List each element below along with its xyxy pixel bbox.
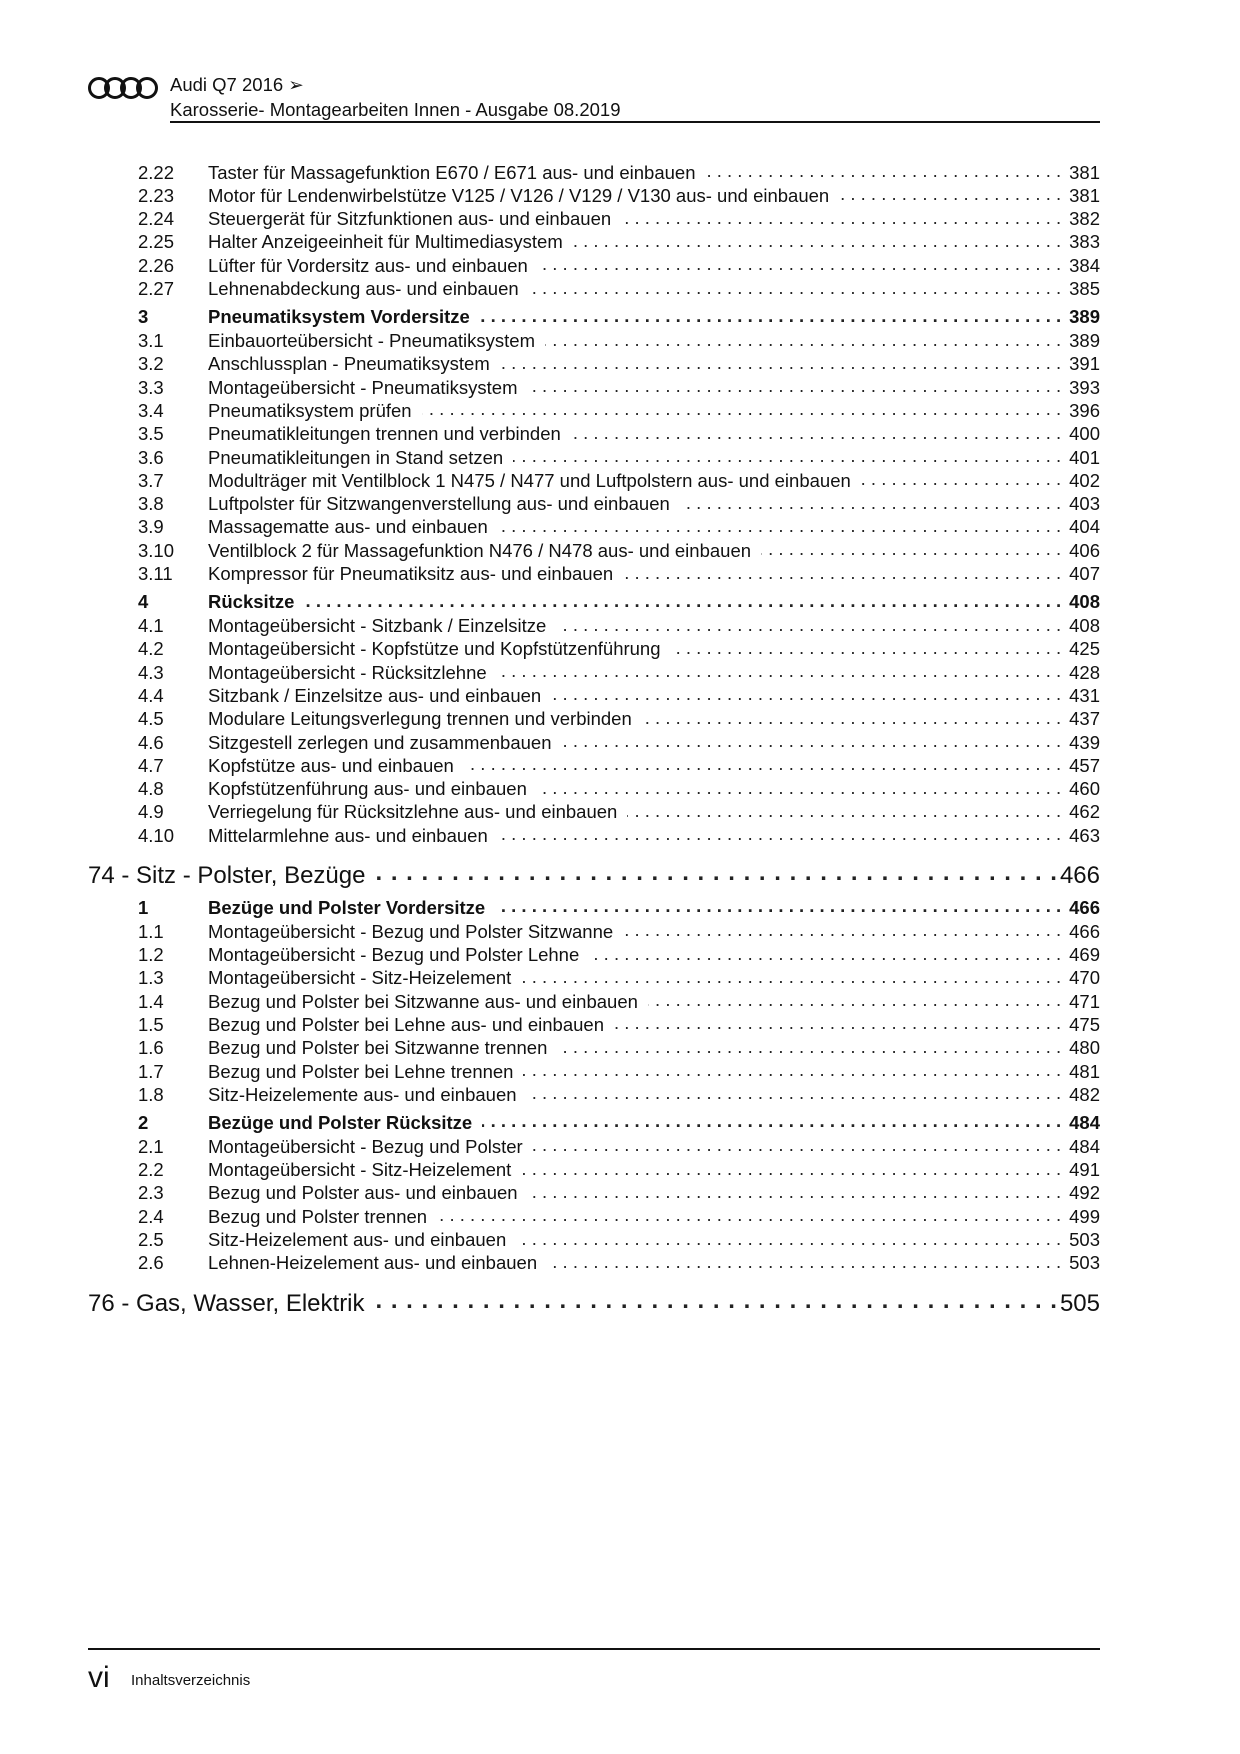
dot-leader (761, 538, 1061, 557)
toc-entry-page: 491 (1069, 1159, 1100, 1181)
toc-entry[interactable] (138, 1082, 1100, 1106)
dot-leader (538, 253, 1061, 272)
toc-chapter[interactable] (88, 859, 1100, 890)
toc-entry-number: 4.4 (138, 684, 164, 706)
toc-entry-number: 3.9 (138, 516, 164, 538)
toc-entry-title: Taster für Massagefunktion E670 / E671 aus- und einbauen (208, 161, 696, 183)
toc-section[interactable] (138, 590, 1100, 614)
toc-entry-title: Pneumatiksystem Vordersitze (208, 306, 470, 327)
toc-entry-title: Kopfstützenführung aus- und einbauen (208, 778, 527, 800)
toc-entry[interactable] (138, 329, 1100, 353)
toc-section[interactable] (138, 895, 1100, 919)
toc-entry-title: Lehnenabdeckung aus- und einbauen (208, 278, 519, 299)
dot-leader (562, 730, 1062, 749)
toc-entry-page: 400 (1069, 423, 1100, 445)
toc-entry-title: Bezug und Polster aus- und einbauen (208, 1182, 518, 1204)
toc-entry-number: 1.4 (138, 990, 164, 1012)
toc-entry-title: Halter Anzeigeeinheit für Multimediasystem (208, 231, 563, 253)
toc-entry-number: 4.3 (138, 661, 164, 683)
toc-entry-number: 1.7 (138, 1060, 164, 1082)
toc-entry-number: 2.6 (138, 1252, 164, 1274)
toc-entry[interactable] (138, 562, 1100, 586)
toc-entry-page: 383 (1069, 231, 1100, 253)
toc-entry-page: 381 (1069, 161, 1100, 183)
toc-entry-number: 4.8 (138, 778, 164, 800)
toc-entry-title: Montageübersicht - Bezug und Polster (208, 1135, 523, 1157)
toc-entry-page: 407 (1069, 563, 1100, 584)
toc-entry-page: 391 (1069, 353, 1100, 375)
toc-entry-page: 480 (1069, 1037, 1100, 1059)
toc-entry[interactable] (138, 492, 1100, 516)
dot-leader (537, 777, 1061, 796)
toc-entry-title: Rücksitze (208, 591, 295, 612)
toc-entry-page: 460 (1069, 778, 1100, 800)
toc-entry-page: 384 (1069, 254, 1100, 276)
toc-entry-title: Sitzbank / Einzelsitze aus- und einbauen (208, 684, 542, 706)
toc-entry[interactable] (138, 183, 1100, 207)
toc-entry[interactable] (138, 989, 1100, 1013)
toc-entry[interactable] (138, 277, 1100, 301)
toc-entry-title: 74 - Sitz - Polster, Bezüge (88, 862, 366, 890)
dot-leader (516, 1228, 1061, 1247)
dot-leader (648, 989, 1061, 1008)
toc-entry-title: Montageübersicht - Bezug und Polster Sitzwanne (208, 920, 614, 942)
toc-entry-number: 2.2 (138, 1159, 164, 1181)
dot-leader (304, 590, 1061, 609)
toc-entry[interactable] (138, 375, 1100, 399)
toc-entry-title: Kompressor für Pneumatiksitz aus- und einbauen (208, 563, 614, 584)
toc-entry[interactable] (138, 1204, 1100, 1228)
toc-entry-number: 3.2 (138, 353, 164, 375)
toc-entry-number: 4.2 (138, 638, 164, 660)
toc-entry-page: 437 (1069, 708, 1100, 730)
toc-entry-page: 406 (1069, 539, 1100, 561)
toc-entry-page: 492 (1069, 1182, 1100, 1204)
toc-entry[interactable] (138, 398, 1100, 422)
toc-entry-title: Luftpolster für Sitzwangenverstellung aus- und einbauen (208, 493, 670, 515)
dot-leader (533, 1134, 1061, 1153)
dot-leader (623, 919, 1061, 938)
toc-entry[interactable] (138, 943, 1100, 967)
dot-leader (557, 1036, 1061, 1055)
toc-entry-page: 457 (1069, 754, 1100, 776)
toc-entry-page: 428 (1069, 661, 1100, 683)
dot-leader (527, 1082, 1062, 1101)
toc-entry-page: 408 (1069, 615, 1100, 636)
toc-entry-number: 3.7 (138, 469, 164, 491)
toc-section[interactable] (138, 305, 1100, 329)
toc-entry[interactable] (138, 160, 1100, 184)
toc-entry-number: 2.27 (138, 278, 175, 299)
dot-leader (861, 468, 1061, 487)
dot-leader (523, 1059, 1061, 1078)
toc-entry-page: 385 (1069, 278, 1100, 299)
toc-section[interactable] (138, 1110, 1100, 1134)
toc-entry[interactable] (138, 823, 1100, 847)
toc-entry-page: 466 (1069, 896, 1100, 918)
toc-entry[interactable] (138, 1158, 1100, 1182)
dot-leader (521, 966, 1061, 985)
toc-entry-number: 2.23 (138, 184, 175, 206)
toc-entry-number: 2.3 (138, 1182, 164, 1204)
toc-entry-page: 402 (1069, 469, 1100, 491)
header-divider (170, 121, 1100, 123)
dot-leader (589, 943, 1061, 962)
toc-entry[interactable] (138, 538, 1100, 562)
toc-entry-title: Mittelarmlehne aus- und einbauen (208, 824, 488, 846)
toc-entry-title: Montageübersicht - Sitz-Heizelement (208, 967, 512, 989)
toc-entry-title: Sitzgestell zerlegen und zusammenbauen (208, 731, 552, 753)
toc-entry-number: 3 (138, 306, 149, 327)
dot-leader (556, 614, 1061, 633)
dot-leader (839, 183, 1061, 202)
toc-entry-number: 1.3 (138, 967, 164, 989)
toc-entry-page: 475 (1069, 1013, 1100, 1035)
toc-entry-title: Pneumatikleitungen trennen und verbinden (208, 423, 561, 445)
toc-entry-page: 439 (1069, 731, 1100, 753)
dot-leader (498, 515, 1061, 534)
toc-entry-number: 4 (138, 591, 149, 612)
toc-entry-number: 4.7 (138, 754, 164, 776)
toc-entry-page: 431 (1069, 684, 1100, 706)
toc-entry[interactable] (138, 683, 1100, 707)
toc-entry-number: 1.1 (138, 920, 164, 942)
toc-entry-number: 2.25 (138, 231, 175, 253)
dot-leader (528, 1181, 1062, 1200)
dot-leader (482, 1110, 1061, 1129)
toc-entry-page: 408 (1069, 591, 1100, 612)
toc-entry-page: 481 (1069, 1060, 1100, 1082)
toc-entry-number: 1.8 (138, 1083, 164, 1105)
toc-entry[interactable] (138, 800, 1100, 824)
toc-entry-page: 463 (1069, 824, 1100, 846)
toc-entry-number: 3.4 (138, 399, 164, 421)
toc-entry[interactable] (138, 637, 1100, 661)
toc-entry-number: 2 (138, 1111, 149, 1133)
footer-label: Inhaltsverzeichnis (131, 1672, 251, 1689)
toc-entry-title: Steuergerät für Sitzfunktionen aus- und einbauen (208, 208, 612, 230)
dot-leader (521, 1158, 1061, 1177)
page-header (88, 72, 1100, 122)
toc-entry-page: 382 (1069, 208, 1100, 230)
dot-leader (545, 329, 1061, 348)
dot-leader (437, 1204, 1061, 1223)
dot-leader (573, 230, 1061, 249)
toc-entry-number: 3.5 (138, 423, 164, 445)
toc-entry-number: 4.9 (138, 801, 164, 823)
toc-entry-title: Bezug und Polster bei Lehne aus- und einbauen (208, 1013, 604, 1035)
toc-entry-number: 2.22 (138, 161, 175, 183)
dot-leader (513, 445, 1061, 464)
toc-entry[interactable] (138, 777, 1100, 801)
toc-entry-page: 503 (1069, 1229, 1100, 1250)
toc-entry[interactable] (138, 614, 1100, 638)
dot-leader (498, 823, 1061, 842)
toc-entry-number: 2.24 (138, 208, 175, 230)
toc-entry-page: 381 (1069, 184, 1100, 206)
toc-entry[interactable] (138, 468, 1100, 492)
toc-entry-title: Sitz-Heizelemente aus- und einbauen (208, 1083, 517, 1105)
toc-entry-page: 466 (1069, 920, 1100, 942)
toc-entry-page: 484 (1069, 1135, 1100, 1157)
toc-entry[interactable] (138, 1181, 1100, 1205)
document-subtitle: Karosserie- Montagearbeiten Innen - Ausgabe 08.2019 (170, 99, 621, 120)
dot-leader (547, 1251, 1061, 1270)
toc-entry-number: 2.1 (138, 1135, 164, 1157)
dot-leader (375, 1287, 1058, 1311)
dot-leader (642, 707, 1061, 726)
toc-entry[interactable] (138, 1012, 1100, 1036)
toc-entry-title: Verriegelung für Rücksitzlehne aus- und einbauen (208, 801, 618, 823)
toc-entry-page: 471 (1069, 990, 1100, 1012)
toc-entry-page: 404 (1069, 516, 1100, 538)
toc-entry-number: 2.4 (138, 1205, 164, 1227)
toc-entry-title: Bezug und Polster trennen (208, 1205, 428, 1227)
toc-entry-page: 425 (1069, 638, 1100, 660)
toc-chapter[interactable] (88, 1287, 1100, 1318)
dot-leader (480, 305, 1061, 324)
dot-leader (671, 637, 1062, 656)
toc-entry-title: Montageübersicht - Sitz-Heizelement (208, 1159, 512, 1181)
document-title: Audi Q7 2016 ➢ (170, 74, 304, 95)
dot-leader (375, 859, 1057, 883)
toc-entry-page: 401 (1069, 446, 1100, 468)
toc-entry-page: 389 (1069, 330, 1100, 351)
toc-entry[interactable] (138, 1228, 1100, 1252)
dot-leader (551, 683, 1061, 702)
toc-entry-page: 499 (1069, 1205, 1100, 1227)
toc-entry[interactable] (138, 707, 1100, 731)
toc-entry[interactable] (138, 422, 1100, 446)
toc-entry-title: Montageübersicht - Pneumatiksystem (208, 376, 518, 398)
footer-divider (88, 1648, 1100, 1650)
dot-leader (623, 562, 1061, 581)
toc-entry-title: Bezüge und Polster Vordersitze (208, 896, 486, 918)
toc-entry-number: 3.1 (138, 330, 164, 351)
toc-entry-page: 389 (1069, 306, 1100, 327)
toc-entry[interactable] (138, 207, 1100, 231)
toc-entry-page: 403 (1069, 493, 1100, 515)
toc-entry[interactable] (138, 515, 1100, 539)
toc-entry-number: 4.6 (138, 731, 164, 753)
toc-entry[interactable] (138, 1134, 1100, 1158)
dot-leader (422, 398, 1062, 417)
toc-entry[interactable] (138, 1036, 1100, 1060)
toc-entry-title: Modulare Leitungsverlegung trennen und verbinden (208, 708, 632, 730)
toc-entry-number: 1.5 (138, 1013, 164, 1035)
audi-rings-icon (88, 76, 158, 100)
toc-entry[interactable] (138, 966, 1100, 990)
toc-entry-page: 396 (1069, 399, 1100, 421)
toc-entry-title: Montageübersicht - Bezug und Polster Lehne (208, 944, 580, 965)
toc-entry-page: 482 (1069, 1083, 1100, 1105)
toc-entry-number: 4.10 (138, 824, 175, 846)
toc-entry-page: 470 (1069, 967, 1100, 989)
dot-leader (571, 422, 1061, 441)
toc-entry[interactable] (138, 660, 1100, 684)
toc-entry-number: 3.10 (138, 539, 175, 561)
toc-entry-title: Montageübersicht - Rücksitzlehne (208, 661, 487, 683)
toc-entry[interactable] (138, 919, 1100, 943)
footer-page-number: vi (88, 1661, 110, 1694)
toc-entry[interactable] (138, 230, 1100, 254)
toc-entry-page: 393 (1069, 376, 1100, 398)
toc-entry-title: Bezug und Polster bei Sitzwanne aus- und einbauen (208, 990, 638, 1012)
toc-entry-page: 484 (1069, 1111, 1100, 1133)
toc-entry-number: 3.3 (138, 376, 164, 398)
dot-leader (529, 277, 1061, 296)
toc-entry-title: Motor für Lendenwirbelstütze V125 / V126 / V129 / V130 aus- und einbauen (208, 184, 830, 206)
toc-entry-title: Modulträger mit Ventilblock 1 N475 / N477 und Luftpolstern aus- und einbauen (208, 469, 851, 491)
toc-entry-title: Lüfter für Vordersitz aus- und einbauen (208, 254, 528, 276)
dot-leader (464, 753, 1061, 772)
toc-entry[interactable] (138, 352, 1100, 376)
toc-entry-title: 76 - Gas, Wasser, Elektrik (88, 1289, 365, 1317)
toc-entry-title: Montageübersicht - Kopfstütze und Kopfstützenführung (208, 638, 661, 660)
toc-entry-title: Pneumatikleitungen in Stand setzen (208, 446, 504, 468)
toc-entry-title: Bezug und Polster bei Lehne trennen (208, 1060, 514, 1082)
toc-entry-title: Massagematte aus- und einbauen (208, 516, 488, 538)
dot-leader (614, 1012, 1061, 1031)
dot-leader (621, 207, 1061, 226)
toc-entry-title: Kopfstütze aus- und einbauen (208, 754, 454, 776)
toc-entry[interactable] (138, 253, 1100, 277)
dot-leader (497, 660, 1061, 679)
toc-entry-title: Ventilblock 2 für Massagefunktion N476 / N478 aus- und einbauen (208, 539, 752, 561)
toc-entry[interactable] (138, 1059, 1100, 1083)
toc-entry-title: Sitz-Heizelement aus- und einbauen (208, 1229, 507, 1250)
toc-entry-title: Lehnen-Heizelement aus- und einbauen (208, 1252, 538, 1274)
dot-leader (680, 492, 1061, 511)
toc-entry-title: Einbauorteübersicht - Pneumatiksystem (208, 330, 535, 351)
toc-entry-page: 462 (1069, 801, 1100, 823)
dot-leader (627, 800, 1061, 819)
toc-entry-page: 505 (1059, 1289, 1100, 1317)
toc-entry-number: 2.26 (138, 254, 175, 276)
toc-entry-number: 4.1 (138, 615, 164, 636)
toc-entry-title: Pneumatiksystem prüfen (208, 399, 412, 421)
toc-entry-title: Bezug und Polster bei Sitzwanne trennen (208, 1037, 548, 1059)
dot-leader (706, 160, 1062, 179)
toc-entry-page: 503 (1069, 1252, 1100, 1274)
toc-entry[interactable] (138, 445, 1100, 469)
toc-entry[interactable] (138, 753, 1100, 777)
toc-entry[interactable] (138, 1251, 1100, 1275)
toc-entry-number: 3.6 (138, 446, 164, 468)
toc-entry-title: Montageübersicht - Sitzbank / Einzelsitze (208, 615, 547, 636)
toc-entry-number: 1 (138, 896, 149, 918)
toc-entry-number: 4.5 (138, 708, 164, 730)
dot-leader (528, 375, 1062, 394)
toc-entry-number: 1.2 (138, 944, 164, 965)
dot-leader (500, 352, 1061, 371)
toc-entry-page: 466 (1059, 862, 1100, 890)
toc-entry-number: 3.11 (138, 563, 173, 584)
toc-entry-number: 1.6 (138, 1037, 164, 1059)
toc-entry-title: Anschlussplan - Pneumatiksystem (208, 353, 490, 375)
toc-entry-number: 3.8 (138, 493, 164, 515)
toc-entry-number: 2.5 (138, 1229, 164, 1250)
dot-leader (495, 895, 1061, 914)
toc-entry-page: 469 (1069, 944, 1100, 965)
toc-entry-title: Bezüge und Polster Rücksitze (208, 1111, 473, 1133)
toc-entry[interactable] (138, 730, 1100, 754)
